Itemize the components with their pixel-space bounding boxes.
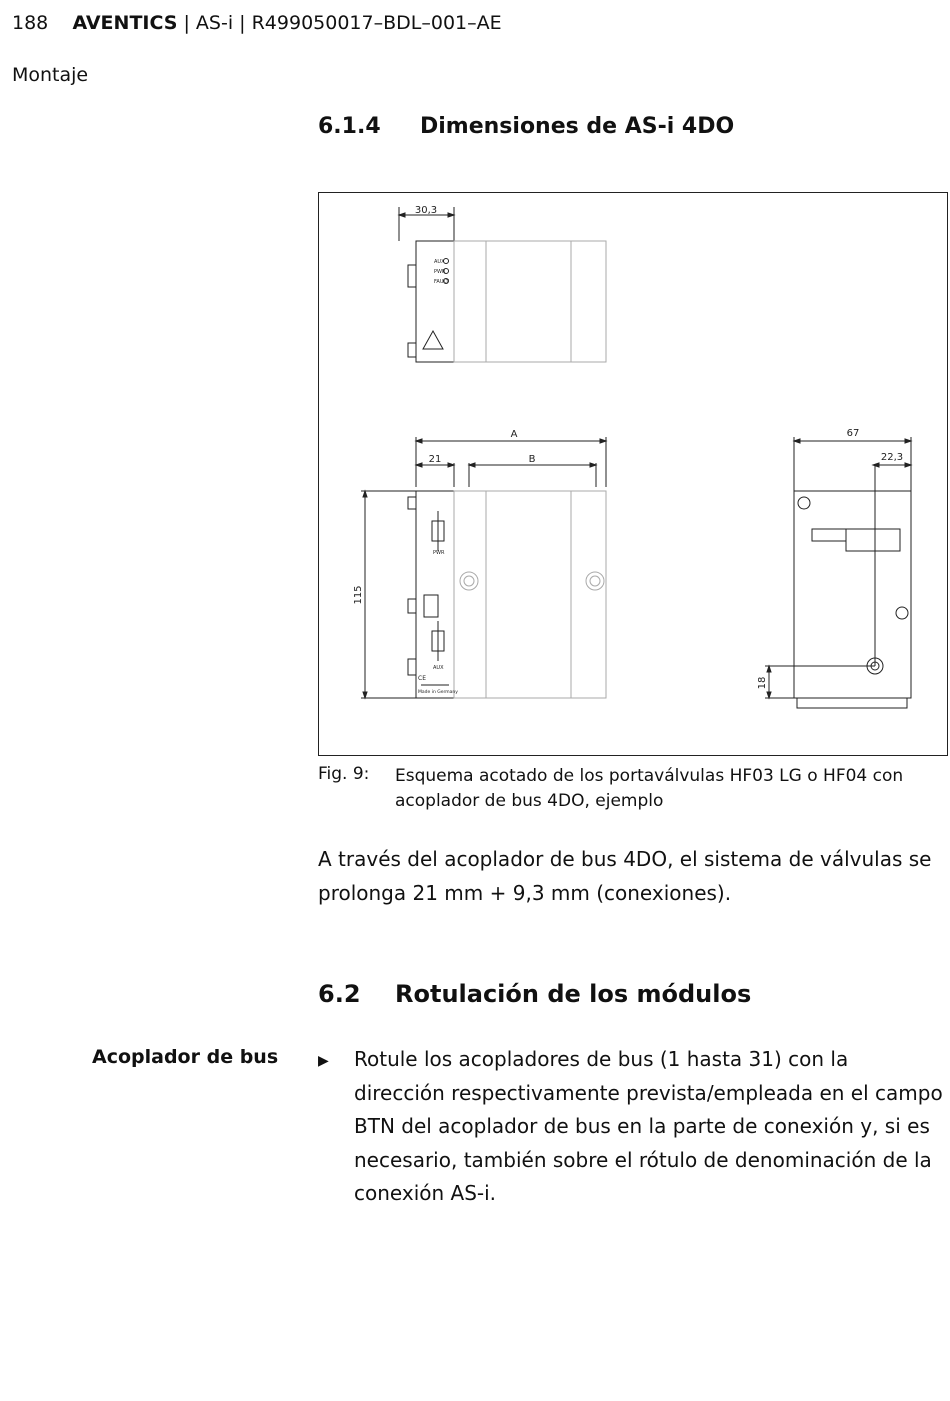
led-label-fault: FAULT <box>434 279 449 285</box>
figure-caption-label: Fig. 9: <box>318 764 370 784</box>
section-label: Montaje <box>12 64 89 86</box>
document-id: | AS-i | R499050017–BDL–001–AE <box>177 12 502 34</box>
front-label-pwr: PWR <box>433 550 445 556</box>
led-label-aux: AUX <box>434 259 445 265</box>
side-view <box>765 437 911 708</box>
bullet-marker: ▶ <box>318 1053 329 1069</box>
dim-67: 67 <box>846 428 860 439</box>
page-number: 188 <box>12 12 49 34</box>
body-paragraph: A través del acoplador de bus 4DO, el sistema de válvulas se prolonga 21 mm + 9,3 mm (conexiones). <box>318 847 932 905</box>
subsection-number: 6.1.4 <box>318 114 381 139</box>
technical-drawing <box>319 193 949 757</box>
made-in-label: Made in Germany <box>418 690 458 695</box>
side-heading: Acoplador de bus <box>92 1046 279 1068</box>
front-label-aux: AUX <box>433 665 444 671</box>
dim-115: 115 <box>353 585 364 605</box>
dim-18: 18 <box>757 676 768 690</box>
dim-top-width: 30,3 <box>414 205 438 216</box>
dim-b: B <box>528 454 536 465</box>
dimension-drawing <box>318 192 948 756</box>
top-view <box>399 207 606 362</box>
dim-a: A <box>510 429 518 440</box>
section-number: 6.2 <box>318 980 361 1008</box>
dim-21: 21 <box>428 454 442 465</box>
section-title: Rotulación de los módulos <box>395 980 752 1008</box>
subsection-title: Dimensiones de AS-i 4DO <box>420 114 735 139</box>
led-label-pwr: PWR <box>434 269 446 275</box>
brand-name: AVENTICS <box>72 12 178 34</box>
figure-caption-text: Esquema acotado de los portaválvulas HF03 LG o HF04 con acoplador de bus 4DO, ejemplo <box>395 766 904 811</box>
bullet-text: Rotule los acopladores de bus (1 hasta 31) con la dirección respectivamente prevista/empleada en el campo BTN del acoplador de bus en la parte de conexión y, si es necesario, también sobre el rótulo de denominación de la conexión AS-i. <box>354 1047 943 1205</box>
ce-mark: CE <box>418 675 426 682</box>
page-header <box>12 12 502 34</box>
front-view <box>361 437 606 698</box>
dim-22-3: 22,3 <box>880 452 904 463</box>
